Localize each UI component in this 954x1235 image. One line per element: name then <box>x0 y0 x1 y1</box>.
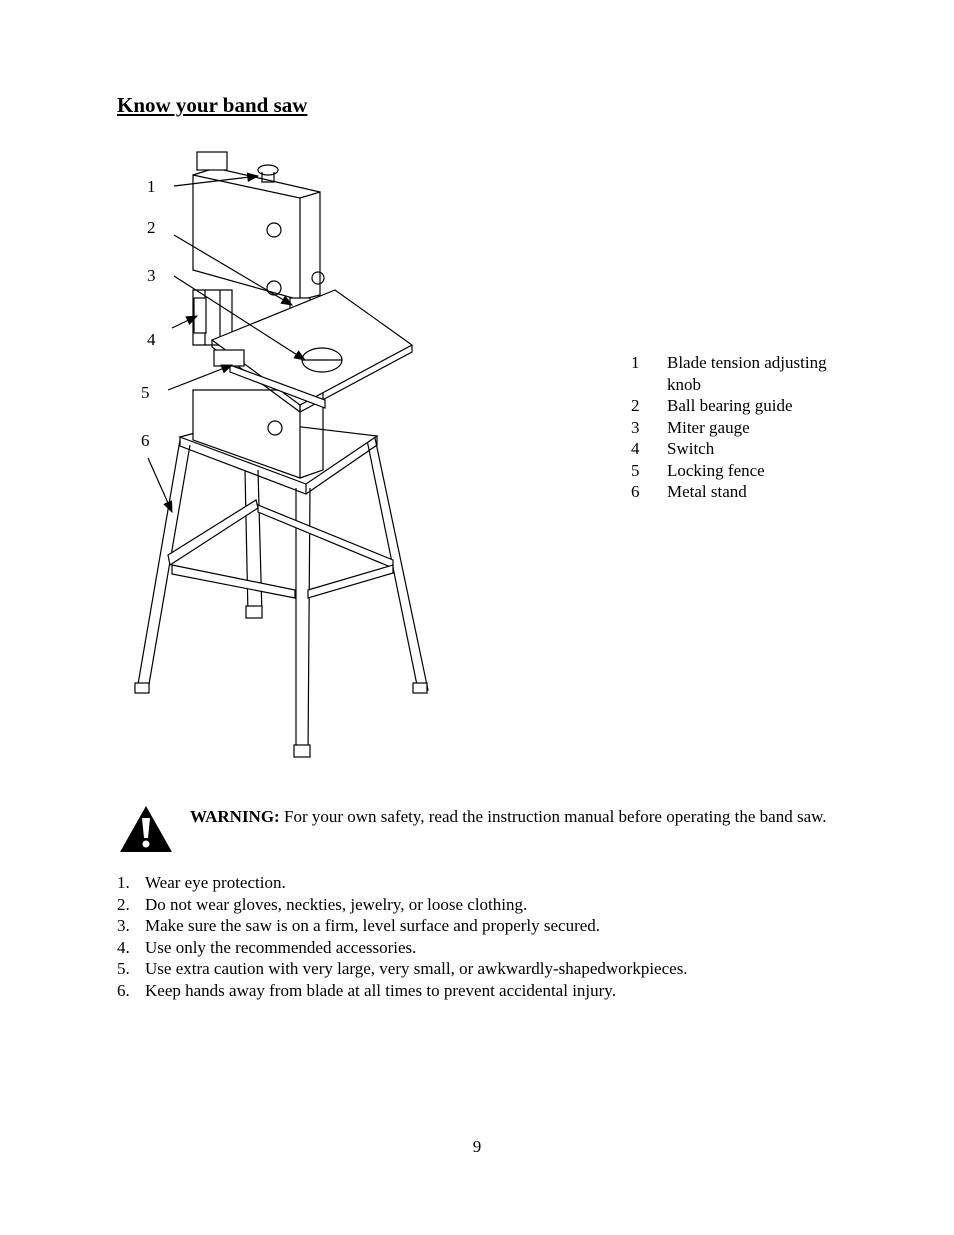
parts-legend-item <box>631 352 827 395</box>
part-label: Metal stand <box>667 482 747 501</box>
parts-legend <box>631 352 827 503</box>
part-number: 3 <box>631 417 640 437</box>
callout-1: 1 <box>147 177 156 196</box>
rule-number: 2. <box>117 894 130 914</box>
part-number: 6 <box>631 482 640 501</box>
safety-rules-list <box>117 872 688 1001</box>
list-item <box>117 980 688 1002</box>
rule-number: 1. <box>117 873 130 892</box>
part-number: 5 <box>631 460 640 480</box>
callout-5: 5 <box>141 383 150 402</box>
callout-2: 2 <box>147 218 156 237</box>
parts-legend-item <box>631 417 827 439</box>
warning-message <box>190 806 830 828</box>
list-item <box>117 894 688 916</box>
rule-text: Keep hands away from blade at all times to prevent accidental injury. <box>145 980 616 1000</box>
rule-number: 5. <box>117 959 130 978</box>
warning-triangle-icon <box>118 804 174 854</box>
parts-legend-item <box>631 395 827 417</box>
rule-text: Use only the recommended accessories. <box>145 937 417 957</box>
rule-text: Use extra caution with very large, very small, or awkwardly-shapedworkpieces. <box>145 959 688 978</box>
rule-text: Do not wear gloves, neckties, jewelry, or loose clothing. <box>145 894 528 914</box>
rule-number: 6. <box>117 980 130 1000</box>
page-title: Know your band saw <box>117 93 308 117</box>
list-item <box>117 872 688 894</box>
callout-6: 6 <box>141 431 150 450</box>
list-item <box>117 915 688 937</box>
page-number: 9 <box>472 1137 482 1156</box>
rule-text: Wear eye protection. <box>145 873 286 892</box>
part-label: Blade tension adjusting knob <box>667 353 827 394</box>
parts-legend-item <box>631 438 827 460</box>
part-label: Miter gauge <box>667 417 750 437</box>
rule-number: 3. <box>117 916 130 935</box>
rule-text: Make sure the saw is on a firm, level surface and properly secured. <box>145 916 601 935</box>
parts-legend-item <box>631 460 827 482</box>
part-label: Locking fence <box>667 460 765 480</box>
part-number: 4 <box>631 439 640 458</box>
callout-4: 4 <box>147 330 156 349</box>
rule-number: 4. <box>117 937 130 957</box>
list-item <box>117 937 688 959</box>
list-item <box>117 958 688 980</box>
part-label: Switch <box>667 439 715 458</box>
part-number: 1 <box>631 353 640 372</box>
callout-3: 3 <box>147 266 156 285</box>
parts-legend-item <box>631 481 827 503</box>
part-number: 2 <box>631 396 640 415</box>
part-label: Ball bearing guide <box>667 396 793 415</box>
warning-label: WARNING: <box>190 807 280 826</box>
warning-body: For your own safety, read the instruction manual before operating the band saw. <box>283 807 827 826</box>
